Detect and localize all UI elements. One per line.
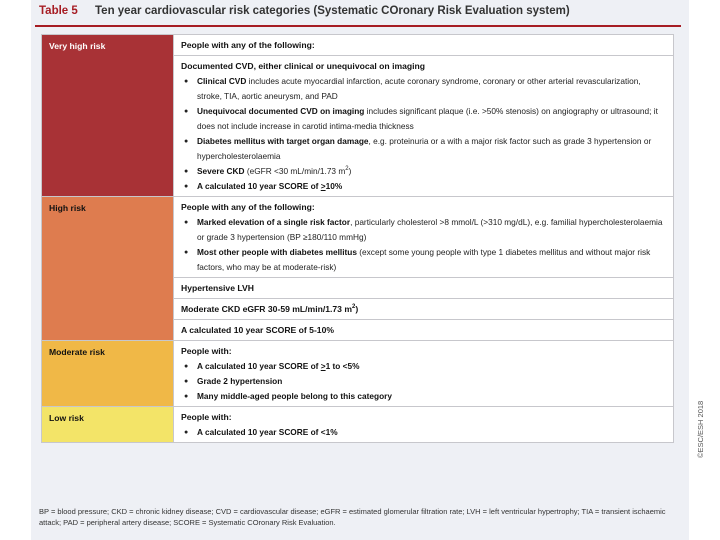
very-high-header: People with any of the following:: [174, 35, 674, 56]
moderate-details: [174, 341, 674, 407]
very-high-details: [174, 56, 674, 197]
list-item: ● A calculated 10 year SCORE of >1 to <5%: [181, 359, 666, 374]
high-header: People with any of the following:: [181, 202, 315, 212]
document-page: [31, 0, 705, 540]
high-lvh: Hypertensive LVH: [174, 278, 674, 299]
table-footnote: BP = blood pressure; CKD = chronic kidney disease; CVD = cardiovascular disease; eGFR = estimated glomerular filtration rate; LVH = left ventricular hypertrophy; TIA = transient ischaemic attack; PAD = peripheral artery disease; SCORE = Systematic COronary Risk Evaluation.: [39, 507, 666, 527]
high-ckd: Moderate CKD eGFR 30-59 mL/min/1.73 $m^2$): [174, 299, 674, 320]
category-moderate: Moderate risk: [42, 341, 174, 407]
list-item: ● Diabetes mellitus with target organ damage, e.g. proteinuria or a with a major risk factor such as grade 3 hypertension or hypercholesterolaemia: [181, 134, 666, 164]
title-divider: [35, 25, 681, 27]
category-high: High risk: [42, 197, 174, 341]
table-title: Ten year cardiovascular risk categories (Systematic COronary Risk Evaluation system): [95, 5, 570, 17]
list-item: ● A calculated 10 year SCORE of >10%: [181, 179, 666, 194]
moderate-header: People with:: [181, 346, 232, 356]
table-row: [42, 197, 674, 278]
list-item: ● A calculated 10 year SCORE of <1%: [181, 425, 666, 440]
copyright-label: ©ESC/ESH 2018: [696, 400, 705, 458]
very-high-list: [181, 74, 666, 194]
table-row: [42, 35, 674, 56]
category-low: Low risk: [42, 407, 174, 443]
risk-table: [41, 34, 674, 443]
table-row: [42, 341, 674, 407]
list-item: ● Clinical CVD includes acute myocardial infarction, acute coronary syndrome, coronary or other arterial revascularization, stroke, TIA, aortic aneurysm, and PAD: [181, 74, 666, 104]
table-row: [42, 407, 674, 443]
list-item: ● Many middle-aged people belong to this category: [181, 389, 666, 404]
high-list: [181, 215, 666, 275]
list-item: ● Grade 2 hypertension: [181, 374, 666, 389]
list-item: ● Unequivocal documented CVD on imaging includes significant plaque (i.e. >50% stenosis) on angiography or ultrasound; it does not include increase in carotid intima-media thickness: [181, 104, 666, 134]
list-item: ● Most other people with diabetes mellitus (except some young people with type 1 diabetes mellitus and without major risk factors, who may be at moderate-risk): [181, 245, 666, 275]
high-details: [174, 197, 674, 278]
table-title-bar: [39, 5, 570, 17]
low-details: [174, 407, 674, 443]
low-list: [181, 425, 666, 440]
high-score: A calculated 10 year SCORE of 5-10%: [174, 320, 674, 341]
list-item: ● Marked elevation of a single risk factor, particularly cholesterol >8 mmol/L (>310 mg/dL), e.g. familial hypercholesterolaemia or grade 3 hypertension (BP ≥180/110 mmHg): [181, 215, 666, 245]
list-item: ● Severe CKD (eGFR <30 mL/min/1.73 $m^2$): [181, 164, 666, 179]
moderate-list: [181, 359, 666, 404]
table-label: Table 5: [39, 5, 78, 17]
very-high-section: Documented CVD, either clinical or unequivocal on imaging: [181, 61, 426, 71]
low-header: People with:: [181, 412, 232, 422]
category-very-high: Very high risk: [42, 35, 174, 197]
